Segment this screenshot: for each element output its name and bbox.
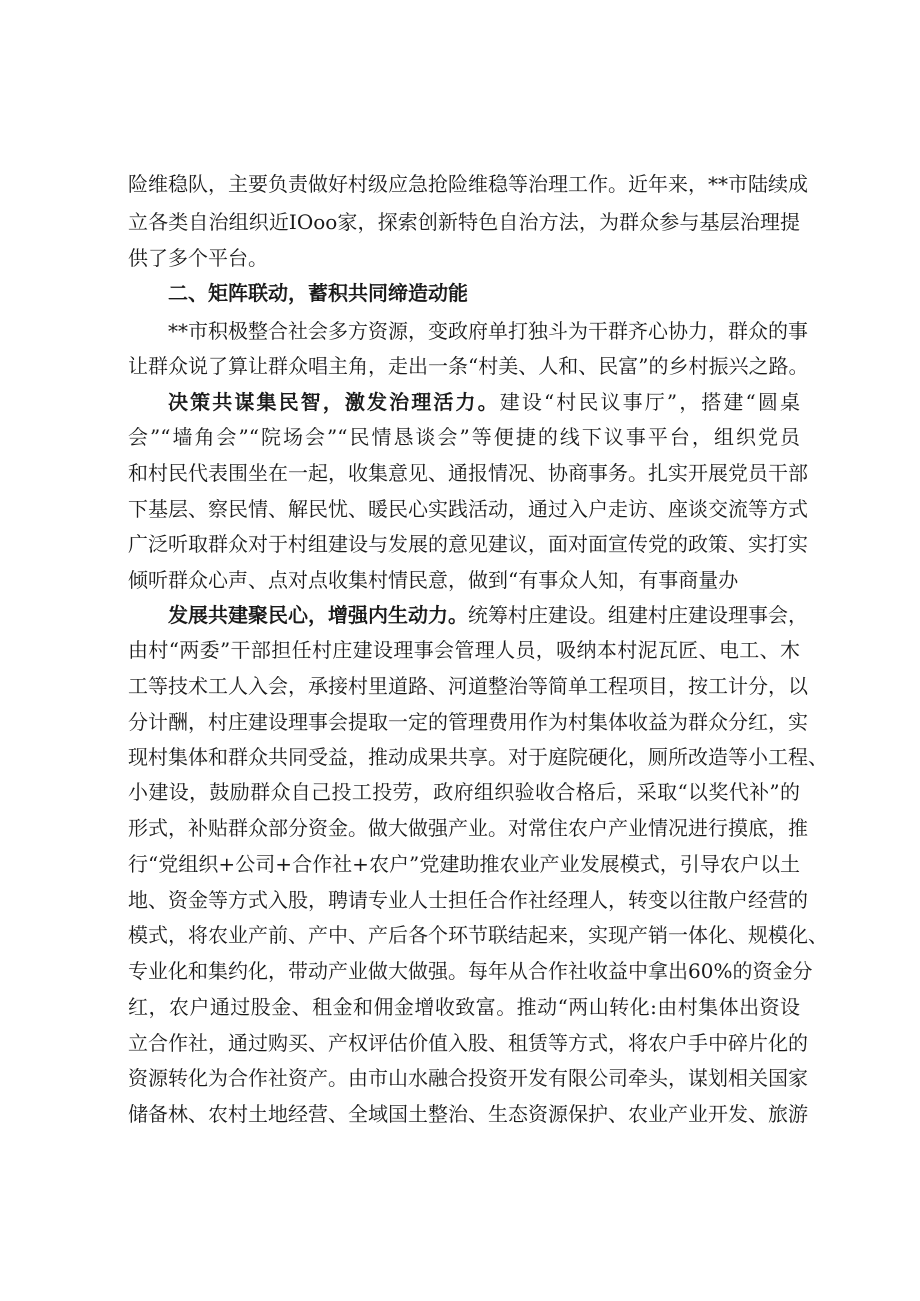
text-line: 行“党组织+公司+合作社+农户”党建助推农业产业发展模式，引导农户以土	[128, 852, 800, 876]
paragraph-first-line	[168, 597, 808, 633]
paragraph-text: 建设“村民议事厅”，搭建“圆桌	[499, 390, 800, 414]
text-line: 模式，将农业产前、产中、产后各个环节联结起来，实现产销一体化、规模化、	[128, 923, 828, 947]
text-line: 让群众说了算让群众唱主角，走出一条“村美、人和、民富”的乡村振兴之路。	[128, 354, 809, 378]
text-line: 险维稳队，主要负责做好村级应急抢险维稳等治理工作。近年来，**市陆续成	[128, 172, 808, 196]
paragraph-lead: 决策共谋集民智，激发治理活力。	[168, 390, 500, 414]
text-line: 下基层、察民情、解民忧、暖民心实践活动，通过入户走访、座谈交流等方式	[128, 497, 808, 521]
text-line: 和村民代表围坐在一起，收集意见、通报情况、协商事务。扎实开展党员干部	[128, 461, 808, 485]
text-line: 广泛听取群众对于村组建设与发展的意见建议，面对面宣传党的政策、实打实	[128, 532, 808, 556]
text-line: **市积极整合社会多方资源，变政府单打独斗为干群齐心协力，群众的事	[168, 319, 808, 343]
text-line: 会”“墙角会”“院场会”“民情恳谈会”等便捷的线下议事平台，组织党员	[128, 425, 800, 449]
text-line: 由村“两委”干部担任村庄建设理事会管理人员，吸纳本村泥瓦匠、电工、木	[128, 638, 800, 662]
text-line: 现村集体和群众共同受益，推动成果共享。对于庭院硬化，厕所改造等小工程、	[128, 745, 828, 769]
text-line: 地、资金等方式入股，聘请专业人士担任合作社经理人，转变以往散户经营的	[128, 888, 808, 912]
text-line: 小建设，鼓励群众自己投工投劳，政府组织验收合格后，采取“以奖代补”的	[128, 780, 800, 804]
text-line: 资源转化为合作社资产。由市山水融合投资开发有限公司牵头，谋划相关国家	[128, 1066, 808, 1090]
text-line: 立合作社，通过购买、产权评估价值入股、租赁等方式，将农户手中碎片化的	[128, 1031, 808, 1055]
paragraph-lead: 发展共建聚民心，增强内生动力。	[168, 603, 468, 627]
paragraph-text: 统筹村庄建设。组建村庄建设理事会，	[468, 603, 808, 627]
text-line: 供了多个平台。	[128, 246, 268, 270]
text-line: 倾听群众心声、点对点收集村情民意，做到“有事众人知，有事商量办	[128, 568, 739, 592]
text-line: 储备林、农村土地经营、全域国土整治、生态资源保护、农业产业开发、旅游	[128, 1102, 808, 1126]
text-line: 形式，补贴群众部分资金。做大做强产业。对常住农户产业情况进行摸底，推	[128, 816, 808, 840]
text-line: 专业化和集约化，带动产业做大做强。每年从合作社收益中拿出60%的资金分	[128, 959, 813, 983]
paragraph-first-line	[168, 384, 800, 420]
section-heading: 二、矩阵联动，蓄积共同缔造动能	[168, 281, 468, 305]
text-line: 分计酬，村庄建设理事会提取一定的管理费用作为村集体收益为群众分红，实	[128, 710, 808, 734]
text-line: 立各类自治组织近IOoo家，探索创新特色自治方法，为群众参与基层治理提	[128, 210, 800, 234]
text-line: 工等技术工人入会，承接村里道路、河道整治等简单工程项目，按工计分，以	[128, 674, 808, 698]
text-line: 红，农户通过股金、租金和佣金增收致富。推动“两山转化:由村集体出资设	[128, 995, 800, 1019]
